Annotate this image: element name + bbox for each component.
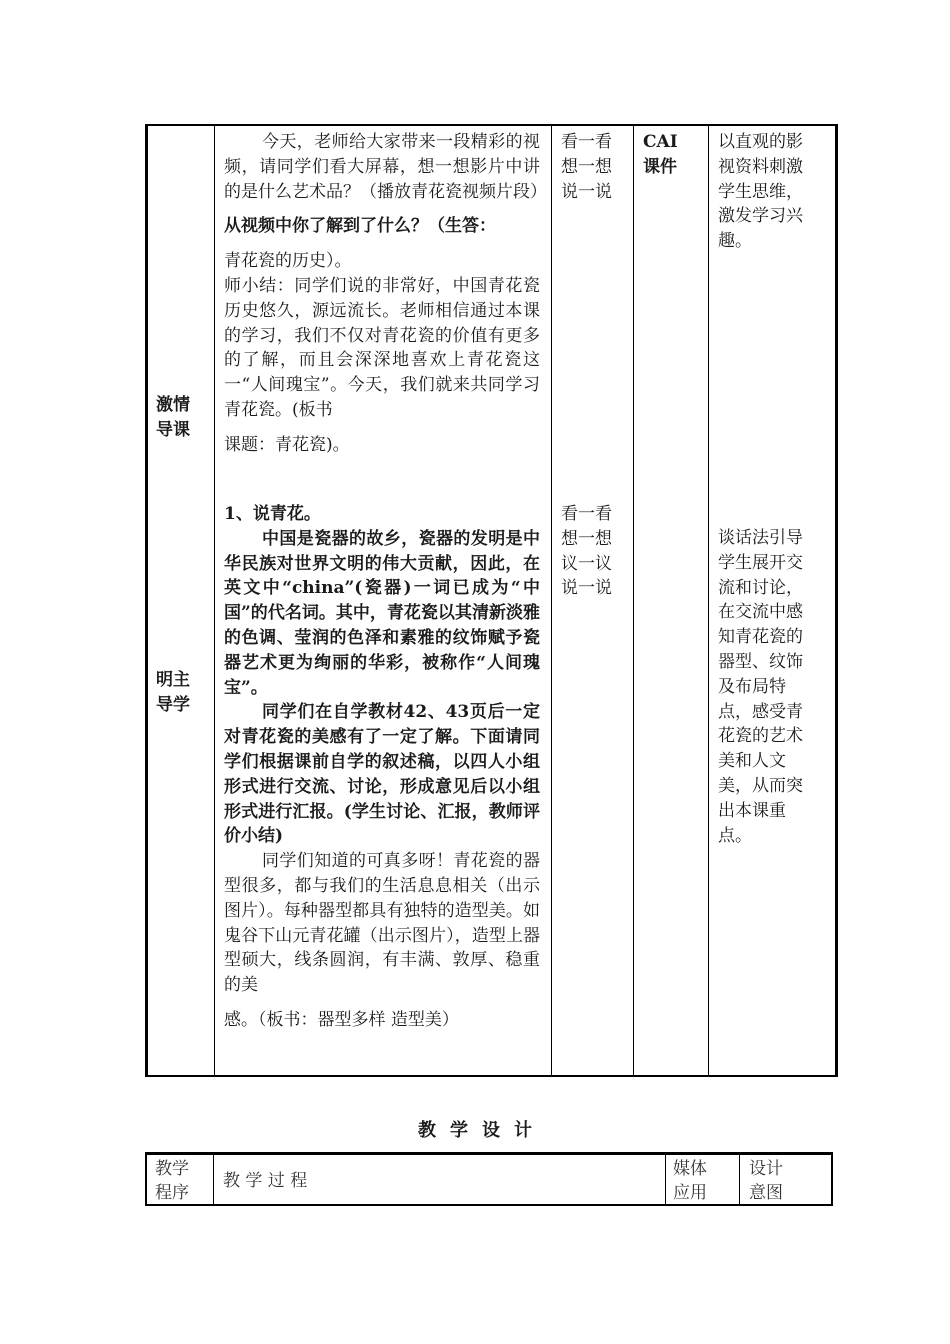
process-paragraph: 1、说青花。 xyxy=(224,504,321,524)
student-activity-intro: 看一看想一想说一说 xyxy=(561,132,612,202)
process-paragraph: 同学们在自学教材42、43页后一定对青花瓷的美感有了一定了解。下面请同学们根据课前自学的叙述稿，以四人小组形式进行交流、讨论，形成意见后以小组形式进行汇报。(学生讨论、汇报，教师评价小结) xyxy=(224,702,540,847)
process-cell-guide xyxy=(224,502,540,1033)
header-col-program xyxy=(155,1157,209,1205)
section-label-guide xyxy=(156,668,210,718)
column-divider xyxy=(739,1155,740,1204)
lesson-table xyxy=(145,124,838,1077)
header-line: 媒体 xyxy=(673,1159,707,1179)
design-intent-guide: 谈话法引导学生展开交流和讨论，在交流中感知青花瓷的器型、纹饰及布局特点，感受青花瓷的艺术美和人文美，从而突出本课重点。 xyxy=(718,528,803,846)
process-paragraph: 师小结：同学们说的非常好，中国青花瓷历史悠久，源远流长。老师相信通过本课的学习，我们不仅对青花瓷的价值有更多的了解，而且会深深地喜欢上青花瓷这一“人间瑰宝”。今天，我们就来共同学习青花瓷。(板书 xyxy=(224,275,540,420)
process-paragraph: 同学们知道的可真多呀！青花瓷的器型很多，都与我们的生活息息相关（出示图片）。每种器型都具有独特的造型美。如鬼谷下山元青花罐（出示图片），造型上器型硕大，线条圆润，有丰满、敦厚、稳重的美 xyxy=(224,851,540,996)
header-col-process: 教 学 过 程 xyxy=(223,1171,308,1191)
header-table xyxy=(145,1152,833,1206)
process-paragraph: 课题：青花瓷)。 xyxy=(224,434,350,455)
column-divider xyxy=(665,1155,666,1204)
header-line: 程序 xyxy=(155,1183,189,1203)
process-cell-intro xyxy=(224,130,547,458)
column-divider xyxy=(214,126,215,1075)
section-label-intro xyxy=(156,393,210,443)
column-divider xyxy=(551,126,552,1075)
process-paragraph: 中国是瓷器的故乡，瓷器的发明是中华民族对世界文明的伟大贡献，因此，在英文中“china”(瓷器)一词已成为“中国”的代名词。其中，青花瓷以其清新淡雅的色调、莹润的色泽和素雅的纹饰赋予瓷器艺术更为绚丽的华彩，被称作“人间瑰宝”。 xyxy=(224,528,540,698)
section-label-line: 导课 xyxy=(156,419,190,440)
header-col-media xyxy=(673,1157,733,1205)
column-divider xyxy=(633,126,634,1075)
process-paragraph: 从视频中你了解到了什么？（生答： xyxy=(224,216,496,237)
student-activity-guide: 看一看想一想议一议说一说 xyxy=(561,504,612,599)
header-line: 应用 xyxy=(673,1183,707,1203)
header-col-intent xyxy=(749,1157,819,1205)
header-line: 教学 xyxy=(155,1159,189,1179)
section-label-line: 导学 xyxy=(156,694,190,715)
section-label-line: 明主 xyxy=(156,670,190,690)
column-divider xyxy=(708,126,709,1075)
media-line: 课件 xyxy=(643,156,677,177)
process-paragraph: 青花瓷的历史）。 xyxy=(224,251,352,272)
section-label-line: 激情 xyxy=(156,395,190,415)
section-heading: 教学设计 xyxy=(418,1120,546,1141)
media-cell-intro xyxy=(643,130,703,180)
header-line: 设计 xyxy=(749,1159,783,1179)
process-paragraph: 今天，老师给大家带来一段精彩的视频，请同学们看大屏幕，想一想影片中讲的是什么艺术品？（播放青花瓷视频片段） xyxy=(224,132,547,202)
media-line: CAI xyxy=(643,132,678,152)
header-line: 意图 xyxy=(749,1183,783,1203)
process-paragraph: 感。（板书：器型多样 造型美） xyxy=(224,1009,459,1030)
design-intent-intro: 以直观的影视资料刺激学生思维，激发学习兴趣。 xyxy=(718,132,803,252)
column-divider xyxy=(213,1155,214,1204)
